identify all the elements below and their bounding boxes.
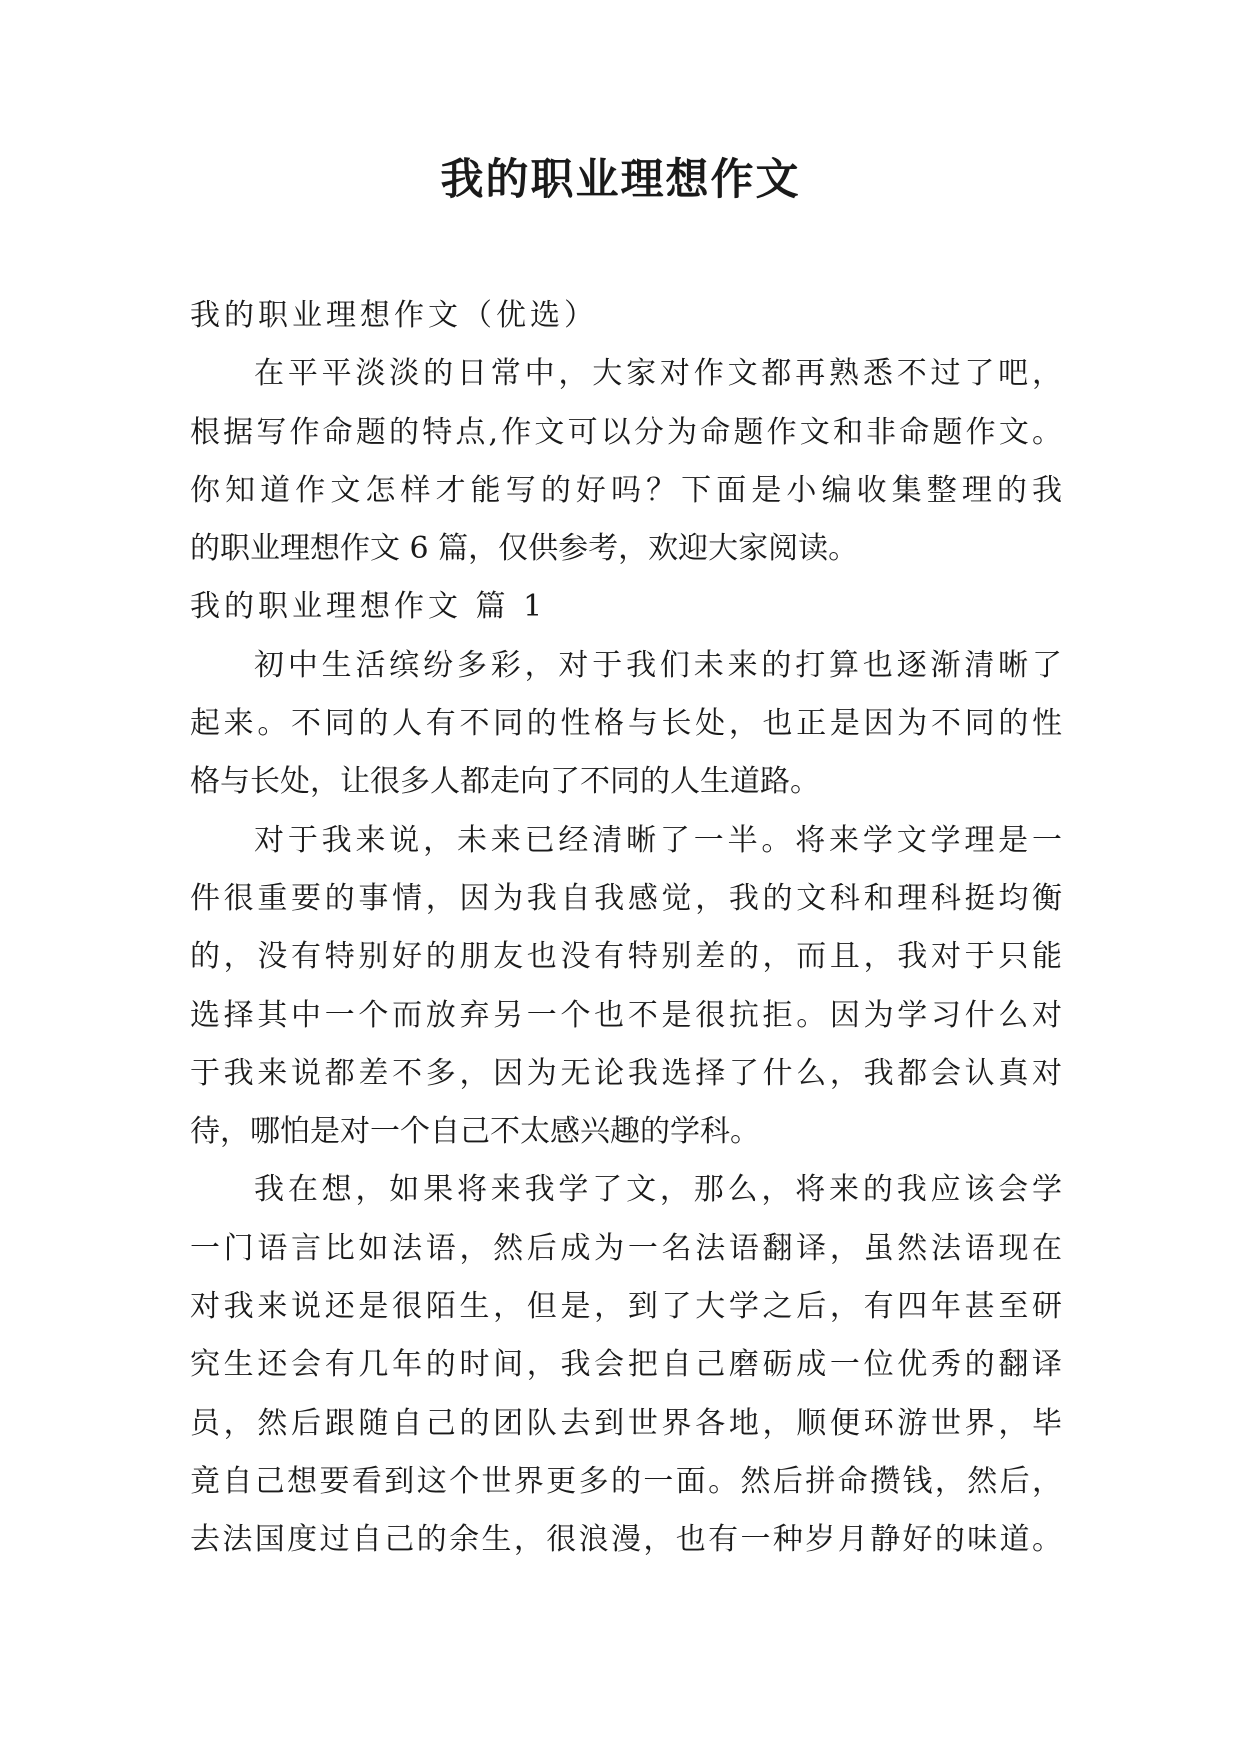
document-body <box>190 287 1062 1570</box>
page-title: 我的职业理想作文 <box>440 155 801 205</box>
text-line: 于我来说都差不多，因为无论我选择了什么，我都会认真对 <box>190 1055 1062 1091</box>
text-line: 员，然后跟随自己的团队去到世界各地，顺便环游世界，毕 <box>190 1405 1062 1441</box>
text-line: 待，哪怕是对一个自己不太感兴趣的学科。 <box>190 1114 760 1150</box>
text-line: 究生还会有几年的时间，我会把自己磨砺成一位优秀的翻译 <box>190 1347 1062 1383</box>
text-line: 对我来说还是很陌生，但是，到了大学之后，有四年甚至研 <box>190 1289 1062 1325</box>
text-line: 选择其中一个而放弃另一个也不是很抗拒。因为学习什么对 <box>190 997 1062 1033</box>
text-line: 根据写作命题的特点,作文可以分为命题作文和非命题作文。 <box>190 414 1062 450</box>
text-line: 的，没有特别好的朋友也没有特别差的，而且，我对于只能 <box>190 939 1062 975</box>
text-line: 我在想，如果将来我学了文，那么，将来的我应该会学 <box>254 1172 1062 1208</box>
text-line: 格与长处，让很多人都走向了不同的人生道路。 <box>190 764 820 800</box>
text-line: 初中生活缤纷多彩，对于我们未来的打算也逐渐清晰了 <box>254 647 1062 683</box>
text-line: 件很重要的事情，因为我自我感觉，我的文科和理科挺均衡 <box>190 880 1062 916</box>
text-line: 去法国度过自己的余生，很浪漫，也有一种岁月静好的味道。 <box>190 1522 1062 1558</box>
text-line: 你知道作文怎样才能写的好吗？下面是小编收集整理的我 <box>190 472 1062 508</box>
text-line: 起来。不同的人有不同的性格与长处，也正是因为不同的性 <box>190 706 1062 742</box>
text-line: 竟自己想要看到这个世界更多的一面。然后拼命攒钱，然后， <box>190 1463 1062 1499</box>
text-line: 我的职业理想作文 篇 1 <box>190 589 547 625</box>
text-line: 的职业理想作文 6 篇，仅供参考，欢迎大家阅读。 <box>190 531 859 567</box>
text-line: 在平平淡淡的日常中，大家对作文都再熟悉不过了吧， <box>254 356 1062 392</box>
text-line: 一门语言比如法语，然后成为一名法语翻译，虽然法语现在 <box>190 1230 1062 1266</box>
text-line: 我的职业理想作文（优选） <box>190 298 598 333</box>
text-line: 对于我来说，未来已经清晰了一半。将来学文学理是一 <box>254 822 1062 858</box>
